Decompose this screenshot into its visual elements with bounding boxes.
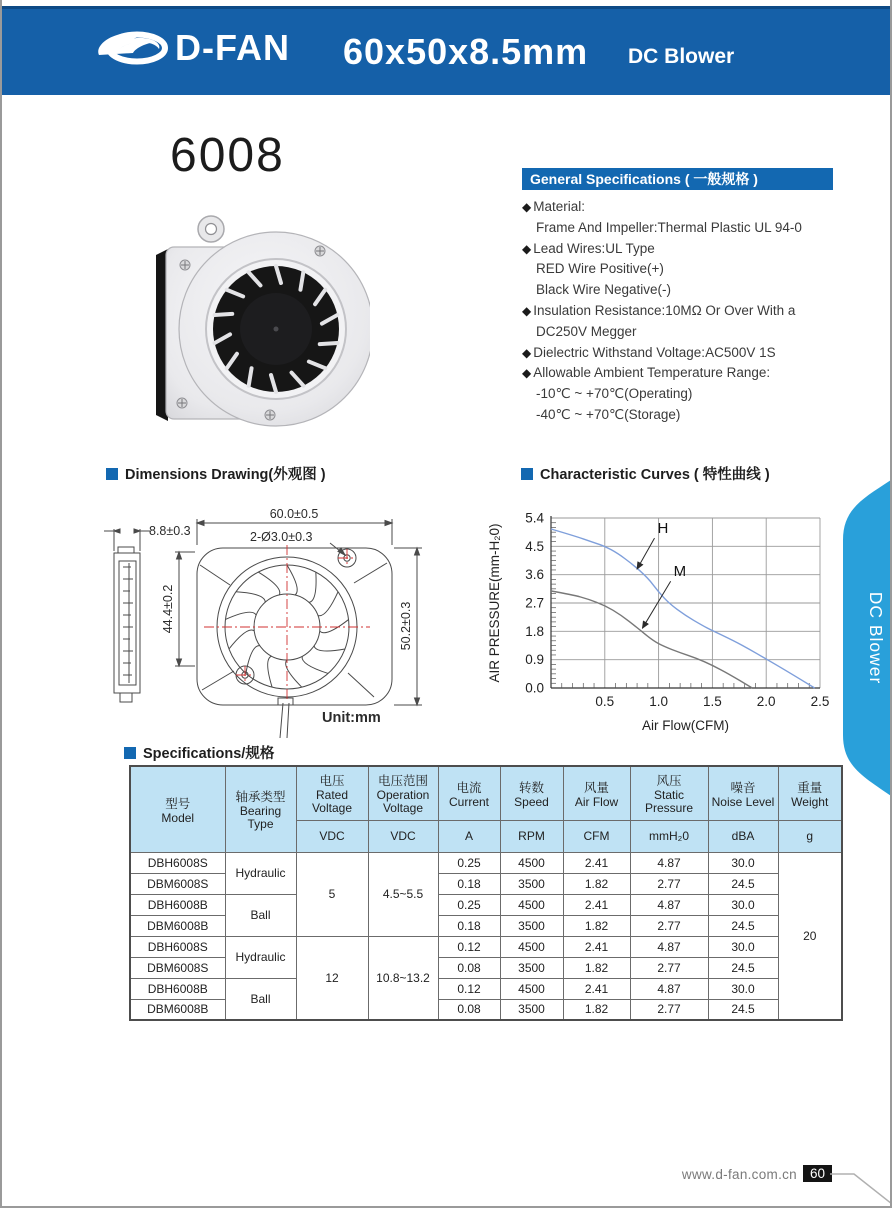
unit-header: A — [438, 820, 500, 852]
brand-logo — [93, 25, 290, 71]
noise-cell: 30.0 — [708, 894, 778, 915]
model-cell: DBH6008B — [130, 978, 225, 999]
diamond-bullet-icon: ◆ — [522, 366, 532, 381]
unit-header: g — [778, 820, 842, 852]
x-tick-label: 1.5 — [703, 694, 722, 709]
noise-cell: 24.5 — [708, 999, 778, 1020]
static-pressure-cell: 4.87 — [630, 894, 708, 915]
model-cell: DBH6008S — [130, 852, 225, 873]
general-spec-line: ◆ Material: — [522, 199, 585, 214]
speed-cell: 4500 — [500, 936, 563, 957]
air-flow-cell: 2.41 — [563, 894, 630, 915]
general-specs-list — [522, 197, 882, 426]
general-spec-line: RED Wire Positive(+) — [536, 261, 664, 277]
table-row — [130, 894, 842, 915]
dim-height-left: 44.4±0.2 — [161, 584, 175, 634]
page-number-badge: 60 — [803, 1165, 832, 1182]
top-banner — [0, 6, 892, 95]
y-axis-label: AIR PRESSURE(mm-H₂0) — [487, 523, 502, 683]
section-bullet-icon — [106, 468, 118, 480]
d-fan-logo-icon — [93, 25, 171, 71]
section-title-specifications: Specifications/规格 — [124, 742, 274, 763]
general-spec-line: -10℃ ~ +70℃(Operating) — [536, 386, 693, 402]
specs-table — [129, 765, 843, 1021]
air-flow-cell: 1.82 — [563, 999, 630, 1020]
general-spec-line: ◆ Insulation Resistance:10MΩ Or Over With a — [522, 302, 796, 318]
speed-cell: 3500 — [500, 873, 563, 894]
unit-header: VDC — [296, 820, 368, 852]
general-spec-line: DC250V Megger — [536, 323, 637, 339]
current-cell: 0.25 — [438, 852, 500, 873]
side-tab-dc-blower — [842, 470, 892, 806]
model-cell: DBM6008B — [130, 999, 225, 1020]
corner-line-decoration — [830, 1160, 892, 1206]
current-cell: 0.12 — [438, 936, 500, 957]
column-header: 电压范围 Operation Voltage — [368, 766, 438, 820]
characteristic-curves-chart — [457, 498, 837, 740]
noise-cell: 30.0 — [708, 978, 778, 999]
bearing-cell: Hydraulic — [225, 852, 296, 894]
current-cell: 0.08 — [438, 999, 500, 1020]
y-tick-label: 5.4 — [525, 510, 544, 526]
general-spec-line: ◆ Dielectric Withstand Voltage:AC500V 1S — [522, 344, 776, 360]
speed-cell: 3500 — [500, 957, 563, 978]
table-row — [130, 978, 842, 999]
model-cell: DBH6008S — [130, 936, 225, 957]
dimensions-drawing — [102, 505, 442, 740]
page-title-size: 60x50x8.5mm — [343, 31, 589, 72]
current-cell: 0.08 — [438, 957, 500, 978]
static-pressure-cell: 4.87 — [630, 978, 708, 999]
weight-cell: 20 — [778, 852, 842, 1020]
air-flow-cell: 2.41 — [563, 978, 630, 999]
column-header: 重量 Weight — [778, 766, 842, 820]
bearing-cell: Ball — [225, 978, 296, 1020]
air-flow-cell: 1.82 — [563, 873, 630, 894]
general-spec-line: -40℃ ~ +70℃(Storage) — [536, 406, 681, 422]
unit-header: mmH₂0 — [630, 820, 708, 852]
y-tick-label: 0.9 — [525, 652, 544, 668]
bearing-cell: Hydraulic — [225, 936, 296, 978]
static-pressure-cell: 4.87 — [630, 936, 708, 957]
brand-name: D-FAN — [175, 27, 290, 68]
noise-cell: 24.5 — [708, 957, 778, 978]
speed-cell: 3500 — [500, 915, 563, 936]
dim-height-right: 50.2±0.3 — [399, 601, 413, 651]
specs-table-body — [130, 852, 842, 1020]
dim-side-width: 8.8±0.3 — [149, 524, 191, 538]
noise-cell: 30.0 — [708, 852, 778, 873]
dim-holes: 2-Ø3.0±0.3 — [250, 530, 313, 544]
operation-voltage-cell: 10.8~13.2 — [368, 936, 438, 1020]
column-header: 风压 Static Pressure — [630, 766, 708, 820]
speed-cell: 3500 — [500, 999, 563, 1020]
static-pressure-cell: 2.77 — [630, 957, 708, 978]
diamond-bullet-icon: ◆ — [522, 200, 532, 214]
unit-header: dBA — [708, 820, 778, 852]
dim-unit: Unit:mm — [322, 710, 381, 726]
column-header: 转数 Speed — [500, 766, 563, 820]
operation-voltage-cell: 4.5~5.5 — [368, 852, 438, 936]
y-tick-label: 3.6 — [525, 567, 544, 583]
column-header: 风量 Air Flow — [563, 766, 630, 820]
y-tick-label: 0.0 — [525, 680, 544, 696]
curve-annotation-H: H — [657, 520, 669, 538]
model-cell: DBM6008S — [130, 957, 225, 978]
dim-front-width: 60.0±0.5 — [269, 507, 319, 521]
noise-cell: 30.0 — [708, 936, 778, 957]
bearing-cell: Ball — [225, 894, 296, 936]
website-link[interactable]: www.d-fan.com.cn — [681, 1167, 797, 1182]
section-bullet-icon — [124, 747, 136, 759]
diamond-bullet-icon: ◆ — [522, 345, 532, 360]
x-tick-label: 2.5 — [810, 694, 830, 709]
table-row — [130, 936, 842, 957]
footer — [2, 1160, 892, 1206]
unit-header: RPM — [500, 820, 563, 852]
static-pressure-cell: 4.87 — [630, 852, 708, 873]
air-flow-cell: 1.82 — [563, 957, 630, 978]
model-number-title: 6008 — [170, 129, 285, 182]
model-cell: DBM6008S — [130, 873, 225, 894]
noise-cell: 24.5 — [708, 915, 778, 936]
general-spec-line: ◆ Allowable Ambient Temperature Range: — [522, 365, 771, 381]
noise-cell: 24.5 — [708, 873, 778, 894]
diamond-bullet-icon: ◆ — [522, 241, 532, 256]
general-specs-title: General Specifications ( 一般规格 ) — [522, 168, 833, 190]
y-tick-label: 2.7 — [525, 595, 544, 611]
current-cell: 0.18 — [438, 915, 500, 936]
column-header: 轴承类型 Bearing Type — [225, 766, 296, 852]
column-header: 型号 Model — [130, 766, 225, 852]
current-cell: 0.25 — [438, 894, 500, 915]
x-tick-label: 0.5 — [595, 694, 615, 709]
general-spec-line: ◆ Lead Wires:UL Type — [522, 240, 655, 256]
specs-table-header — [130, 766, 842, 852]
speed-cell: 4500 — [500, 978, 563, 999]
section-title-curves: Characteristic Curves ( 特性曲线 ) — [521, 463, 770, 484]
model-cell: DBM6008B — [130, 915, 225, 936]
table-row — [130, 852, 842, 873]
air-flow-cell: 2.41 — [563, 852, 630, 873]
general-spec-line: Frame And Impeller:Thermal Plastic UL 94-0 — [536, 219, 802, 235]
unit-header: VDC — [368, 820, 438, 852]
column-header: 电压 Rated Voltage — [296, 766, 368, 820]
page-title-type: DC Blower — [628, 45, 735, 68]
air-flow-cell: 1.82 — [563, 915, 630, 936]
section-bullet-icon — [521, 468, 533, 480]
column-header: 噪音 Noise Level — [708, 766, 778, 820]
model-cell: DBH6008B — [130, 894, 225, 915]
curve-M — [551, 591, 752, 688]
diamond-bullet-icon: ◆ — [522, 303, 532, 318]
unit-header: CFM — [563, 820, 630, 852]
speed-cell: 4500 — [500, 852, 563, 873]
static-pressure-cell: 2.77 — [630, 999, 708, 1020]
general-spec-line: Black Wire Negative(-) — [536, 282, 672, 298]
static-pressure-cell: 2.77 — [630, 915, 708, 936]
speed-cell: 4500 — [500, 894, 563, 915]
rated-voltage-cell: 12 — [296, 936, 368, 1020]
y-tick-label: 4.5 — [525, 538, 544, 554]
curve-H — [551, 529, 815, 688]
current-cell: 0.18 — [438, 873, 500, 894]
static-pressure-cell: 2.77 — [630, 873, 708, 894]
x-tick-label: 2.0 — [756, 694, 776, 709]
x-tick-label: 1.0 — [649, 694, 668, 709]
current-cell: 0.12 — [438, 978, 500, 999]
y-tick-label: 1.8 — [525, 623, 544, 639]
rated-voltage-cell: 5 — [296, 852, 368, 936]
side-tab-label: DC Blower — [866, 591, 886, 685]
x-axis-label: Air Flow(CFM) — [642, 718, 729, 733]
curve-annotation-M: M — [673, 563, 687, 581]
section-title-dimensions: Dimensions Drawing(外观图 ) — [106, 463, 326, 484]
column-header: 电流 Current — [438, 766, 500, 820]
general-specifications — [522, 168, 882, 426]
air-flow-cell: 2.41 — [563, 936, 630, 957]
product-photo — [130, 203, 370, 435]
